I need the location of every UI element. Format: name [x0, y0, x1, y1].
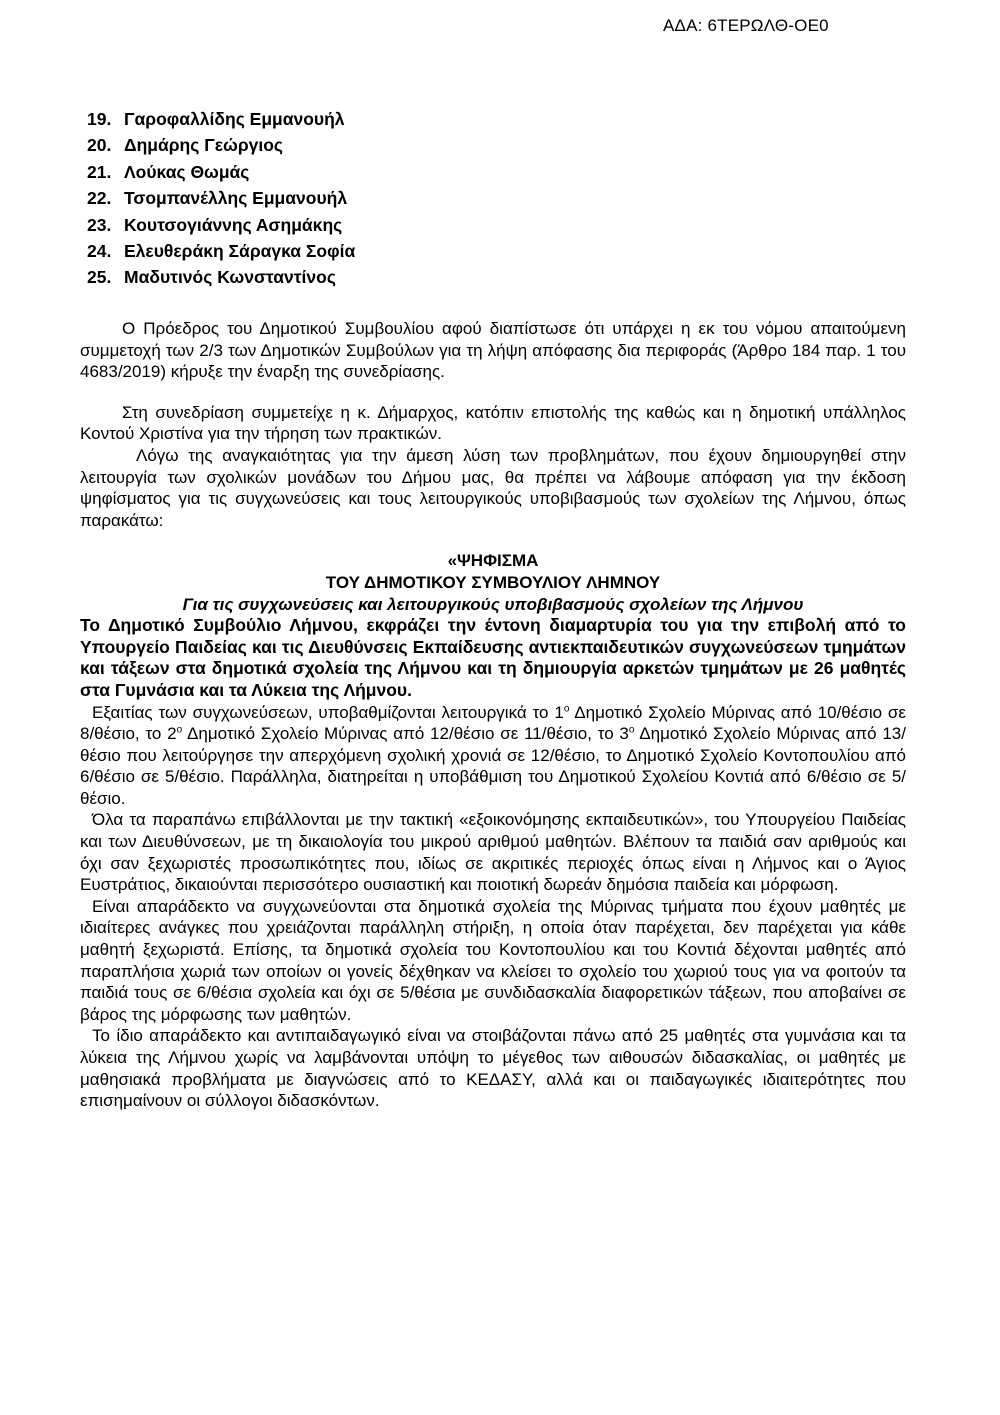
list-item	[87, 212, 355, 238]
item-number: 23.	[87, 214, 112, 235]
item-number: 20.	[87, 135, 112, 156]
council-members-list	[87, 106, 355, 291]
resolution-title: «ΨΗΦΙΣΜΑ	[447, 551, 539, 571]
downgrade-text-3: Δημοτικό Σχολείο Μύρινας από 12/θέσιο σε 11/θέσιο, το 3	[182, 724, 629, 744]
resolution-subtitle: ΤΟΥ ΔΗΜΟΤΙΚΟΥ ΣΥΜΒΟΥΛΙΟΥ ΛΗΜΝΟΥ	[325, 572, 661, 592]
attendance-paragraph: Στη συνεδρίαση συμμετείχε η κ. Δήμαρχος, κατόπιν επιστολής της καθώς και η δημοτική υπάλληλος Κοντού Χριστίνα για την τήρηση των πρακτικών.	[80, 402, 906, 444]
member-name: Μαδυτινός Κωνσταντίνος	[124, 267, 336, 288]
document-body	[80, 318, 906, 1112]
ordinal-suffix: ο	[563, 702, 570, 714]
list-item	[87, 238, 355, 264]
list-item	[87, 264, 355, 290]
savings-paragraph: Όλα τα παραπάνω επιβάλλονται με την τακτική «εξοικονόμησης εκπαιδευτικών», του Υπουργείου Παιδείας και των Διευθύνσεων, με τη δικαιολογία του μικρού αριθμού μαθητών. Βλέπουν τα παιδιά σαν αριθμούς και όχι σαν ξεχωριστές προσωπικότητες που, ιδίως σε ακριτικές περιοχές όπως είναι η Λήμνος και ο Άγιος Ευστράτιος, δικαιούνται περισσότερο ουσιαστική και ποιοτική δωρεάν δημόσια παιδεία και μόρφωση.	[80, 810, 906, 895]
resolution-lead: Το Δημοτικό Συμβούλιο Λήμνου, εκφράζει την έντονη διαμαρτυρία του για την επιβολή από το Υπουργείο Παιδείας και τις Διευθύνσεις Εκπαίδευσης αντιεκπαιδευτικών συγχωνεύσεων τμημάτων και τάξεων στα δημοτικά σχολεία της Λήμνου και τη δημιουργία αρκετών τμημάτων με 26 μαθητές στα Γυμνάσια και τα Λύκεια της Λήμνου.	[80, 615, 906, 700]
member-name: Κουτσογιάννης Ασημάκης	[124, 214, 343, 235]
item-number: 19.	[87, 109, 112, 129]
quorum-paragraph: Ο Πρόεδρος του Δημοτικού Συμβουλίου αφού διαπίστωσε ότι υπάρχει η εκ του νόμου απαιτούμενη συμμετοχή των 2/3 των Δημοτικών Συμβούλων για τη λήψη απόφασης δια περιφοράς (Άρθρο 184 παρ. 1 του 4683/2019) κήρυξε την έναρξη της συνεδρίασης.	[80, 319, 906, 382]
member-name: Λούκας Θωμάς	[124, 161, 250, 182]
member-name: Δημάρης Γεώργιος	[124, 135, 284, 156]
member-name: Ελευθεράκη Σάραγκα Σοφία	[124, 240, 356, 261]
member-name: Γαροφαλλίδης Εμμανουήλ	[124, 109, 345, 129]
downgrade-text-1: Εξαιτίας των συγχωνεύσεων, υποβαθμίζονται λειτουργικά το 1	[92, 702, 564, 722]
ordinal-suffix: ο	[176, 724, 183, 736]
item-number: 22.	[87, 188, 112, 209]
antipedagogic-paragraph: Το ίδιο απαράδεκτο και αντιπαιδαγωγικό είναι να στοιβάζονται πάνω από 25 μαθητές στα γυμνάσια και τα λύκεια της Λήμνου χωρίς να λαμβάνονται υπόψη το μέγεθος των αιθουσών διδασκαλίας, οι μαθητές με μαθησιακά προβλήματα με διαγνώσεις από το ΚΕΔΑΣΥ, αλλά και οι παιδαγωγικές ιδιαιτερότητες που επισημαίνουν οι σύλλογοι διδασκόντων.	[80, 1026, 906, 1111]
list-item	[87, 185, 355, 211]
ada-code: ΑΔΑ: 6ΤΕΡΩΛΘ-ΟΕ0	[663, 16, 829, 35]
downgrade-text-2: Δημοτικό Σχολείο Μύρινας από 10/θέσιο σε 8/θέσιο, το 2	[80, 702, 906, 744]
reason-paragraph: Λόγω της αναγκαιότητας για την άμεση λύση των προβλημάτων, που έχουν δημιουργηθεί στην λειτουργία των σχολικών μονάδων του Δήμου μας, θα πρέπει να λάβουμε απόφαση για την έκδοση ψηφίσματος για τις συγχωνεύσεις και τους λειτουργικούς υποβιβασμούς των σχολείων της Λήμνου, όπως παρακάτω:	[80, 445, 906, 530]
item-number: 25.	[87, 267, 112, 288]
downgrade-paragraph	[80, 702, 906, 810]
member-name: Τσομπανέλλης Εμμανουήλ	[124, 188, 348, 209]
item-number: 21.	[87, 161, 112, 182]
list-item	[87, 106, 355, 132]
unacceptable-paragraph: Είναι απαράδεκτο να συγχωνεύονται στα δημοτικά σχολεία της Μύρινας τμήματα που έχουν μαθητές με ιδιαίτερες ανάγκες που χρειάζονται παράλληλη στήριξη, η οποία όταν παρέχεται, δεν παρέχεται για κάθε μαθητή ξεχωριστά. Επίσης, τα δημοτικά σχολεία του Κοντοπουλίου και του Κοντιά δέχονται μαθητές από παραπλήσια χωριά των οποίων οι γονείς δέχθηκαν να κλείσει το σχολείο του χωριού τους για να φοιτούν τα παιδιά τους σε 6/θέσια σχολεία και όχι σε 5/θέσια με συνδιδασκαλία διαφορετικών τάξεων, που αποβαίνει σε βάρος της μόρφωσης των μαθητών.	[80, 896, 906, 1024]
resolution-topic: Για τις συγχωνεύσεις και λειτουργικούς υποβιβασμούς σχολείων της Λήμνου	[182, 594, 804, 614]
item-number: 24.	[87, 240, 112, 261]
ordinal-suffix: ο	[628, 724, 635, 736]
list-item	[87, 159, 355, 185]
downgrade-text-4: Δημοτικό Σχολείο Μύρινας από 13/θέσιο που λειτούργησε την απερχόμενη σχολική χρονιά σε 12/θέσιο, το Δημοτικό Σχολείο Κοντοπουλίου από 6/θέσιο σε 5/θέσιο. Παράλληλα, διατηρείται η υποβάθμιση του Δημοτικού Σχολείου Κοντιά από 6/θέσιο σε 5/θέσιο.	[80, 724, 906, 808]
list-item	[87, 132, 355, 158]
